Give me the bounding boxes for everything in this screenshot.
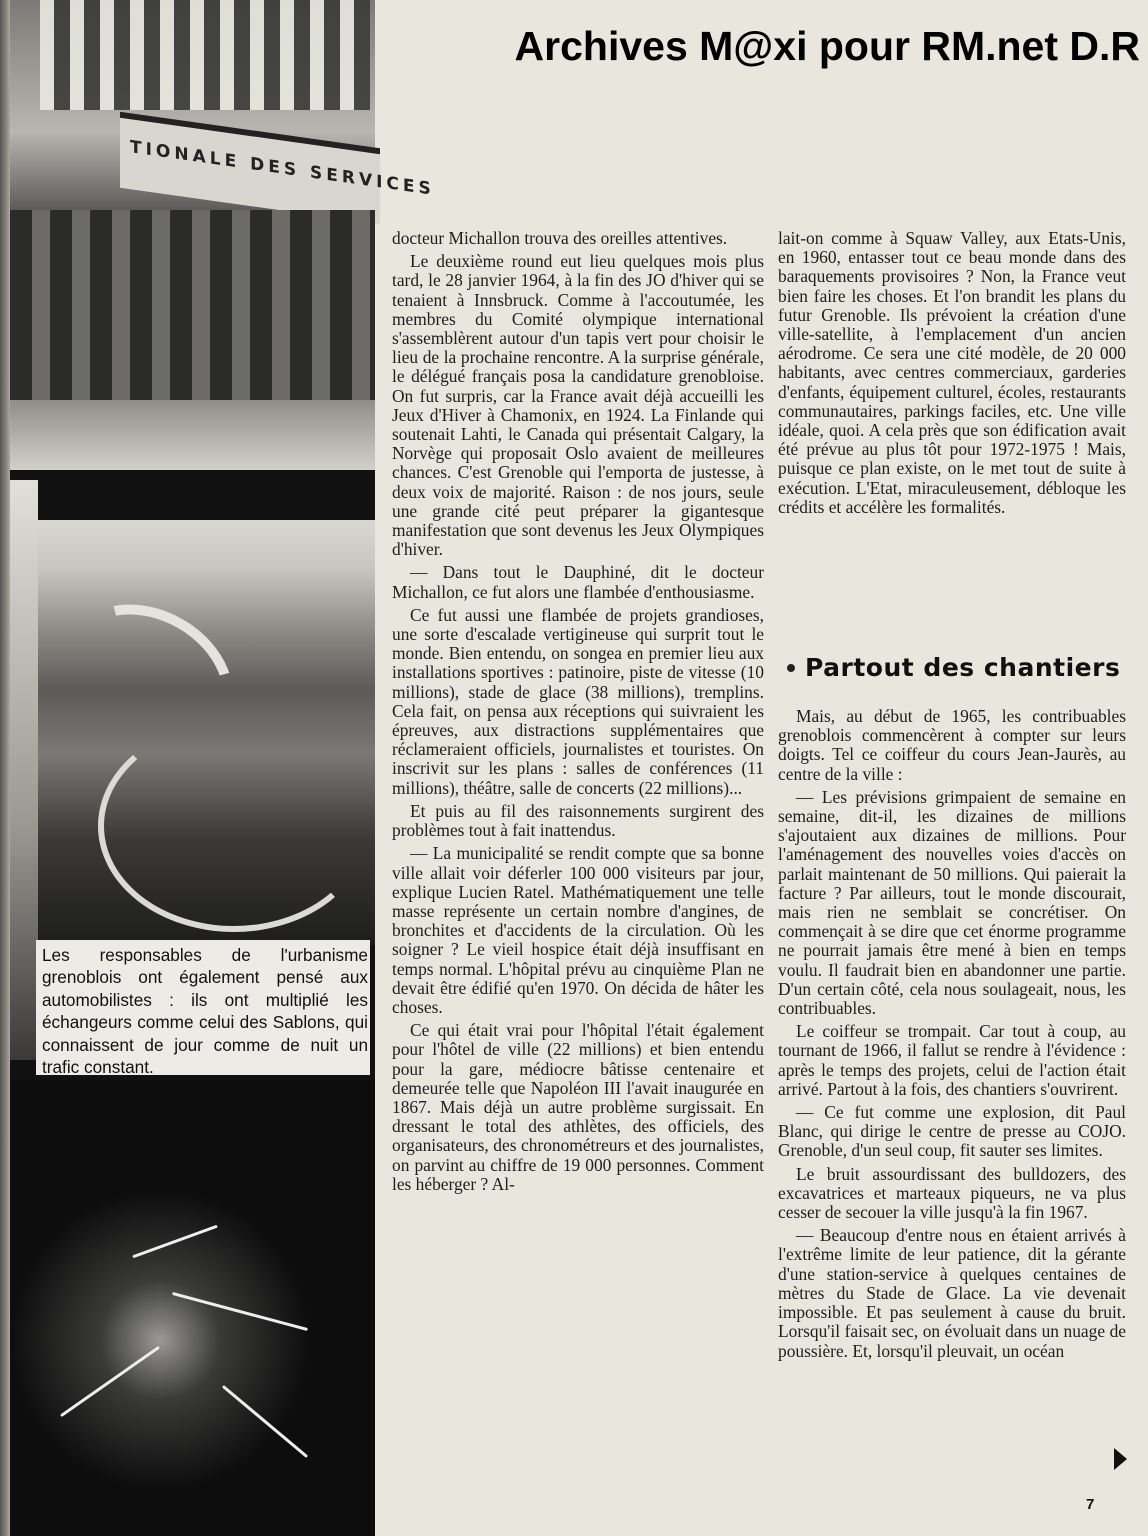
paragraph: docteur Michallon trouva des oreilles attentives. — [392, 228, 728, 248]
photo-interchange-aerial — [38, 520, 375, 945]
paragraph: — La municipalité se rendit compte que sa bonne ville allait voir déferler 100 000 visiteurs par jour, explique Lucien Ratel. Mathématiquement une telle masse représente un certain nombre d'angines, de bronchites et d'accidents de la circulation. Où les soigner ? Le vieil hospice était déjà insuffisant en temps normal. L'hôpital prévu au cinquième Plan ne devait être édifié qu'en 1970. On décida de hâter les choses. — [392, 843, 764, 1017]
paragraph: Ce fut aussi une flambée de projets grandioses, une sorte d'escalade vertigineuse qui surprit tout le monde. Bien entendu, on songea en premier lieu aux installations sportives : patinoire, piste de vitesse (10 millions), stade de glace (38 millions), tremplins. Cela fait, on pensa aux réceptions qui suivraient les épreuves, aux distractions supplémentaires que réclameraient officiels, journalistes et touristes. On inscrivit sur les plans : salles de conférences (11 millions), théâtre, salle de concerts (22 millions)... — [392, 604, 764, 798]
paragraph: Et puis au fil des raisonnements surgirent des problèmes tout à fait inattendus. — [392, 800, 764, 841]
photo-building — [10, 0, 435, 470]
photo-building-ground — [10, 400, 375, 470]
photo-column — [10, 0, 435, 1536]
paragraph: — Ce fut comme une explosion, dit Paul Blanc, qui dirige le centre de presse au COJO. Grenoble, d'un seul coup, fit sauter ses limites. — [778, 1102, 1126, 1161]
article-column-1 — [392, 229, 764, 1198]
photo-building-sign — [120, 112, 435, 225]
paragraph: Le coiffeur se trompait. Car tout à coup, au tournant de 1966, il fallut se rendre à l'évidence : après le temps des projets, celui de l'action était arrivé. Partout à la fois, des chantiers s'ouvrirent. — [778, 1021, 1126, 1099]
photo-building-hall — [10, 210, 375, 400]
section-heading: Partout des chantiers — [805, 653, 1121, 682]
photo-building-frame — [40, 0, 370, 110]
photo-night-traffic — [10, 1080, 375, 1536]
heading-bullet — [787, 664, 795, 672]
paragraph: — Les prévisions grimpaient de semaine en semaine, dit-il, les dizaines de millions s'ajoutaient aux dizaines de millions. Pour l'aménagement des nouvelles voies d'accès on parlait maintenant de 50 millions. Qui paierait la facture ? Par ailleurs, tout le monde discourait, mais rien ne semblait se concrétiser. On commençait à se dire que cet énorme programme ne pourrait jamais être mené à bien en temps voulu. Il faudrait bien en abandonner une partie. D'un certain côté, cela nous soulageait, nous, les contribuables. — [778, 786, 1126, 1019]
photo-caption: Les responsables de l'urbanisme grenoblois ont également pensé aux automobilistes : ils ont multiplié les échangeurs comme celui des Sablons, qui connaissent de jour comme de nuit un trafic constant. — [42, 945, 368, 1078]
photo-road-loop — [98, 720, 370, 932]
watermark: Archives M@xi pour RM.net D.R — [514, 23, 1140, 69]
continued-arrow-icon — [1114, 1448, 1127, 1470]
paragraph: — Dans tout le Dauphiné, dit le docteur Michallon, ce fut alors une flambée d'enthousiasme. — [392, 562, 764, 602]
paragraph: lait-on comme à Squaw Valley, aux Etats-Unis, en 1960, entasser tout ce beau monde dans des baraquements provisoires ? Non, la France veut bien faire les choses. Et l'on brandit les plans du futur Grenoble. Ils prévoient la création d'une ville-satellite, à l'emplacement d'un ancien aérodrome. Ce sera une cité modèle, de 20 000 habitants, avec centres commerciaux, garderies d'enfants, équipement culturel, écoles, restaurants communautaires, parkings faciles, etc. Une ville idéale, quoi. A cela près que son édification avait été prévue au plus tôt pour 1972-1975 ! Mais, puisque ce plan existe, on le met tout de suite à exécution. L'Etat, miraculeusement, débloque les crédits et accélère les formalités. — [778, 228, 1126, 517]
article-column-2-top — [778, 229, 1126, 521]
paragraph: Mais, au début de 1965, les contribuables grenoblois commencèrent à compter sur leurs doigts. Tel ce coiffeur du cours Jean-Jaurès, au centre de la ville : — [778, 706, 1126, 784]
paragraph: Le bruit assourdissant des bulldozers, des excavatrices et marteaux piqueurs, ne va plus cesser de secouer la ville jusqu'à la fin 1967. — [778, 1163, 1126, 1223]
article-column-2-bottom — [778, 707, 1126, 1365]
page-number: 7 — [1086, 1496, 1095, 1513]
paragraph: — Beaucoup d'entre nous en étaient arrivés à l'extrême limite de leur patience, dit la gérante d'une station-service à quelques centaines de mètres du Stade de Glace. La vie devenait impossible. Et pas seulement à cause du bruit. Lorsqu'il faisait sec, on évoluait dans un nuage de poussière. Et, lorsqu'il pleuvait, un océan — [778, 1225, 1126, 1361]
paragraph: Le deuxième round eut lieu quelques mois plus tard, le 28 janvier 1964, à la fin des JO d'hiver qui se tenaient à Innsbruck. Comme à l'accoutumée, les membres du Comité olympique international s'assemblèrent autour d'un tapis vert pour choisir le lieu de la prochaine rencontre. A la surprise générale, le délégué français posa la candidature grenobloise. On fut surpris, car la France avait déjà accueilli les Jeux d'Hiver à Chamonix, en 1924. La Finlande qui soutenait Lahti, le Canada qui présentait Calgary, la Norvège qui proposait Oslo avaient de meilleures chances. C'est Grenoble qui l'emporta de justesse, à deux voix de majorité. Raison : de nos jours, seule une grande cité peut préparer la gigantesque manifestation que sont devenus les Jeux Olympiques d'hiver. — [392, 251, 764, 560]
photo-sign-text: TIONALE DES SERVICES — [130, 137, 435, 200]
photo-side-strip — [10, 480, 38, 1060]
paragraph: Ce qui était vrai pour l'hôpital l'était également pour l'hôtel de ville (22 millions) et bien entendu pour la gare, médiocre bâtisse centenaire et demeurée telle que Napoléon III l'avait inaugurée en 1867. Mais déjà un autre problème surgissait. En dressant le total des athlètes, des officiels, des organisateurs, des chronométreurs et des journalistes, on parvint au chiffre de 19 000 personnes. Comment les héberger ? Al- — [392, 1020, 764, 1194]
